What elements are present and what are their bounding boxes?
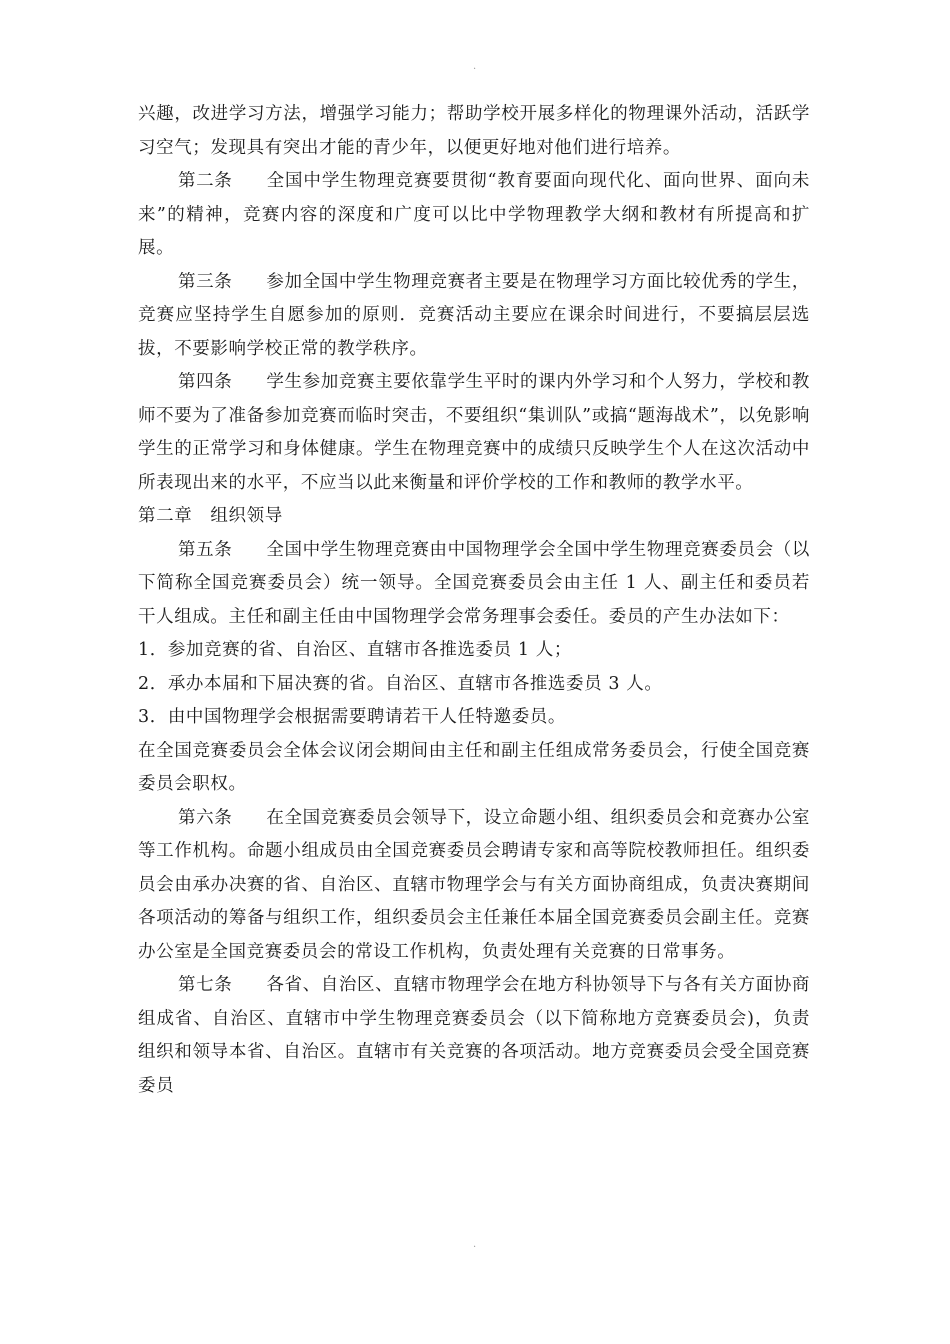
article-text: 全国中学生物理竞赛由中国物理学会全国中学生物理竞赛委员会（以下简称全国竞赛委员会）统一领导。全国竞赛委员会由主任 1 人、副主任和委员若干人组成。主任和副主任由中国物理学会常务理事会委任。委员的产生办法如下： — [138, 539, 810, 627]
intro-continuation: 兴趣，改进学习方法，增强学习能力；帮助学校开展多样化的物理课外活动，活跃学习空气；发现具有突出才能的青少年，以便更好地对他们进行培养。 — [138, 104, 810, 158]
article-text: 学生参加竞赛主要依靠学生平时的课内外学习和个人努力，学校和教师不要为了准备参加竞赛而临时突击，不要组织“集训队”或搞“题海战术”，以免影响学生的正常学习和身体健康。学生在物理竞赛中的成绩只反映学生个人在这次活动中所表现出来的水平，不应当以此来衡量和评价学校的工作和教师的教学水平。 — [138, 372, 810, 493]
article-3 — [138, 266, 810, 367]
article-5-closing: 在全国竞赛委员会全体会议闭会期间由主任和副主任组成常务委员会，行使全国竞赛委员会职权。 — [138, 740, 810, 794]
list-item: 3．由中国物理学会根据需要聘请若干人任特邀委员。 — [138, 707, 567, 727]
article-label: 第五条 — [178, 539, 233, 560]
article-5 — [138, 534, 810, 635]
article-2 — [138, 165, 810, 266]
article-label: 第二条 — [178, 171, 233, 191]
list-item: 2．承办本届和下届决赛的省。自治区、直辖市各推选委员 3 人。 — [138, 673, 663, 694]
article-text: 全国中学生物理竞赛要贯彻“教育要面向现代化、面向世界、面向未来”的精神，竞赛内容的深度和广度可以比中学物理教学大纲和教材有所提高和扩展。 — [138, 171, 810, 258]
article-label: 第四条 — [178, 372, 233, 392]
chapter-heading: 第二章 组织领导 — [138, 506, 283, 526]
article-label: 第七条 — [178, 975, 233, 995]
list-item: 1．参加竞赛的省、自治区、直辖市各推选委员 1 人； — [138, 640, 572, 660]
article-4 — [138, 366, 810, 500]
page-mark-bottom: . — [473, 1239, 477, 1250]
article-text: 各省、自治区、直辖市物理学会在地方科协领导下与各有关方面协商组成省、自治区、直辖市中学生物理竞赛委员会（以下简称地方竞赛委员会)，负责组织和领导本省、自治区。直辖市有关竞赛的各项活动。地方竞赛委员会受全国竞赛委员 — [138, 975, 810, 1096]
article-6 — [138, 802, 810, 970]
article-label: 第三条 — [178, 271, 233, 292]
document-body — [138, 98, 810, 1103]
page-mark-top: . — [473, 61, 477, 72]
article-label: 第六条 — [178, 807, 233, 828]
article-text: 在全国竞赛委员会领导下，设立命题小组、组织委员会和竞赛办公室等工作机构。命题小组成员由全国竞赛委员会聘请专家和高等院校教师担任。组织委员会由承办决赛的省、自治区、直辖市物理学会与有关方面协商组成，负责决赛期间各项活动的筹备与组织工作，组织委员会主任兼任本届全国竞赛委员会副主任。竞赛办公室是全国竞赛委员会的常设工作机构，负责处理有关竞赛的日常事务。 — [138, 807, 810, 962]
article-text: 参加全国中学生物理竞赛者主要是在物理学习方面比较优秀的学生，竞赛应坚持学生自愿参加的原则．竞赛活动主要应在课余时间进行，不要搞层层选拔，不要影响学校正常的教学秩序。 — [138, 271, 810, 359]
article-7 — [138, 969, 810, 1103]
